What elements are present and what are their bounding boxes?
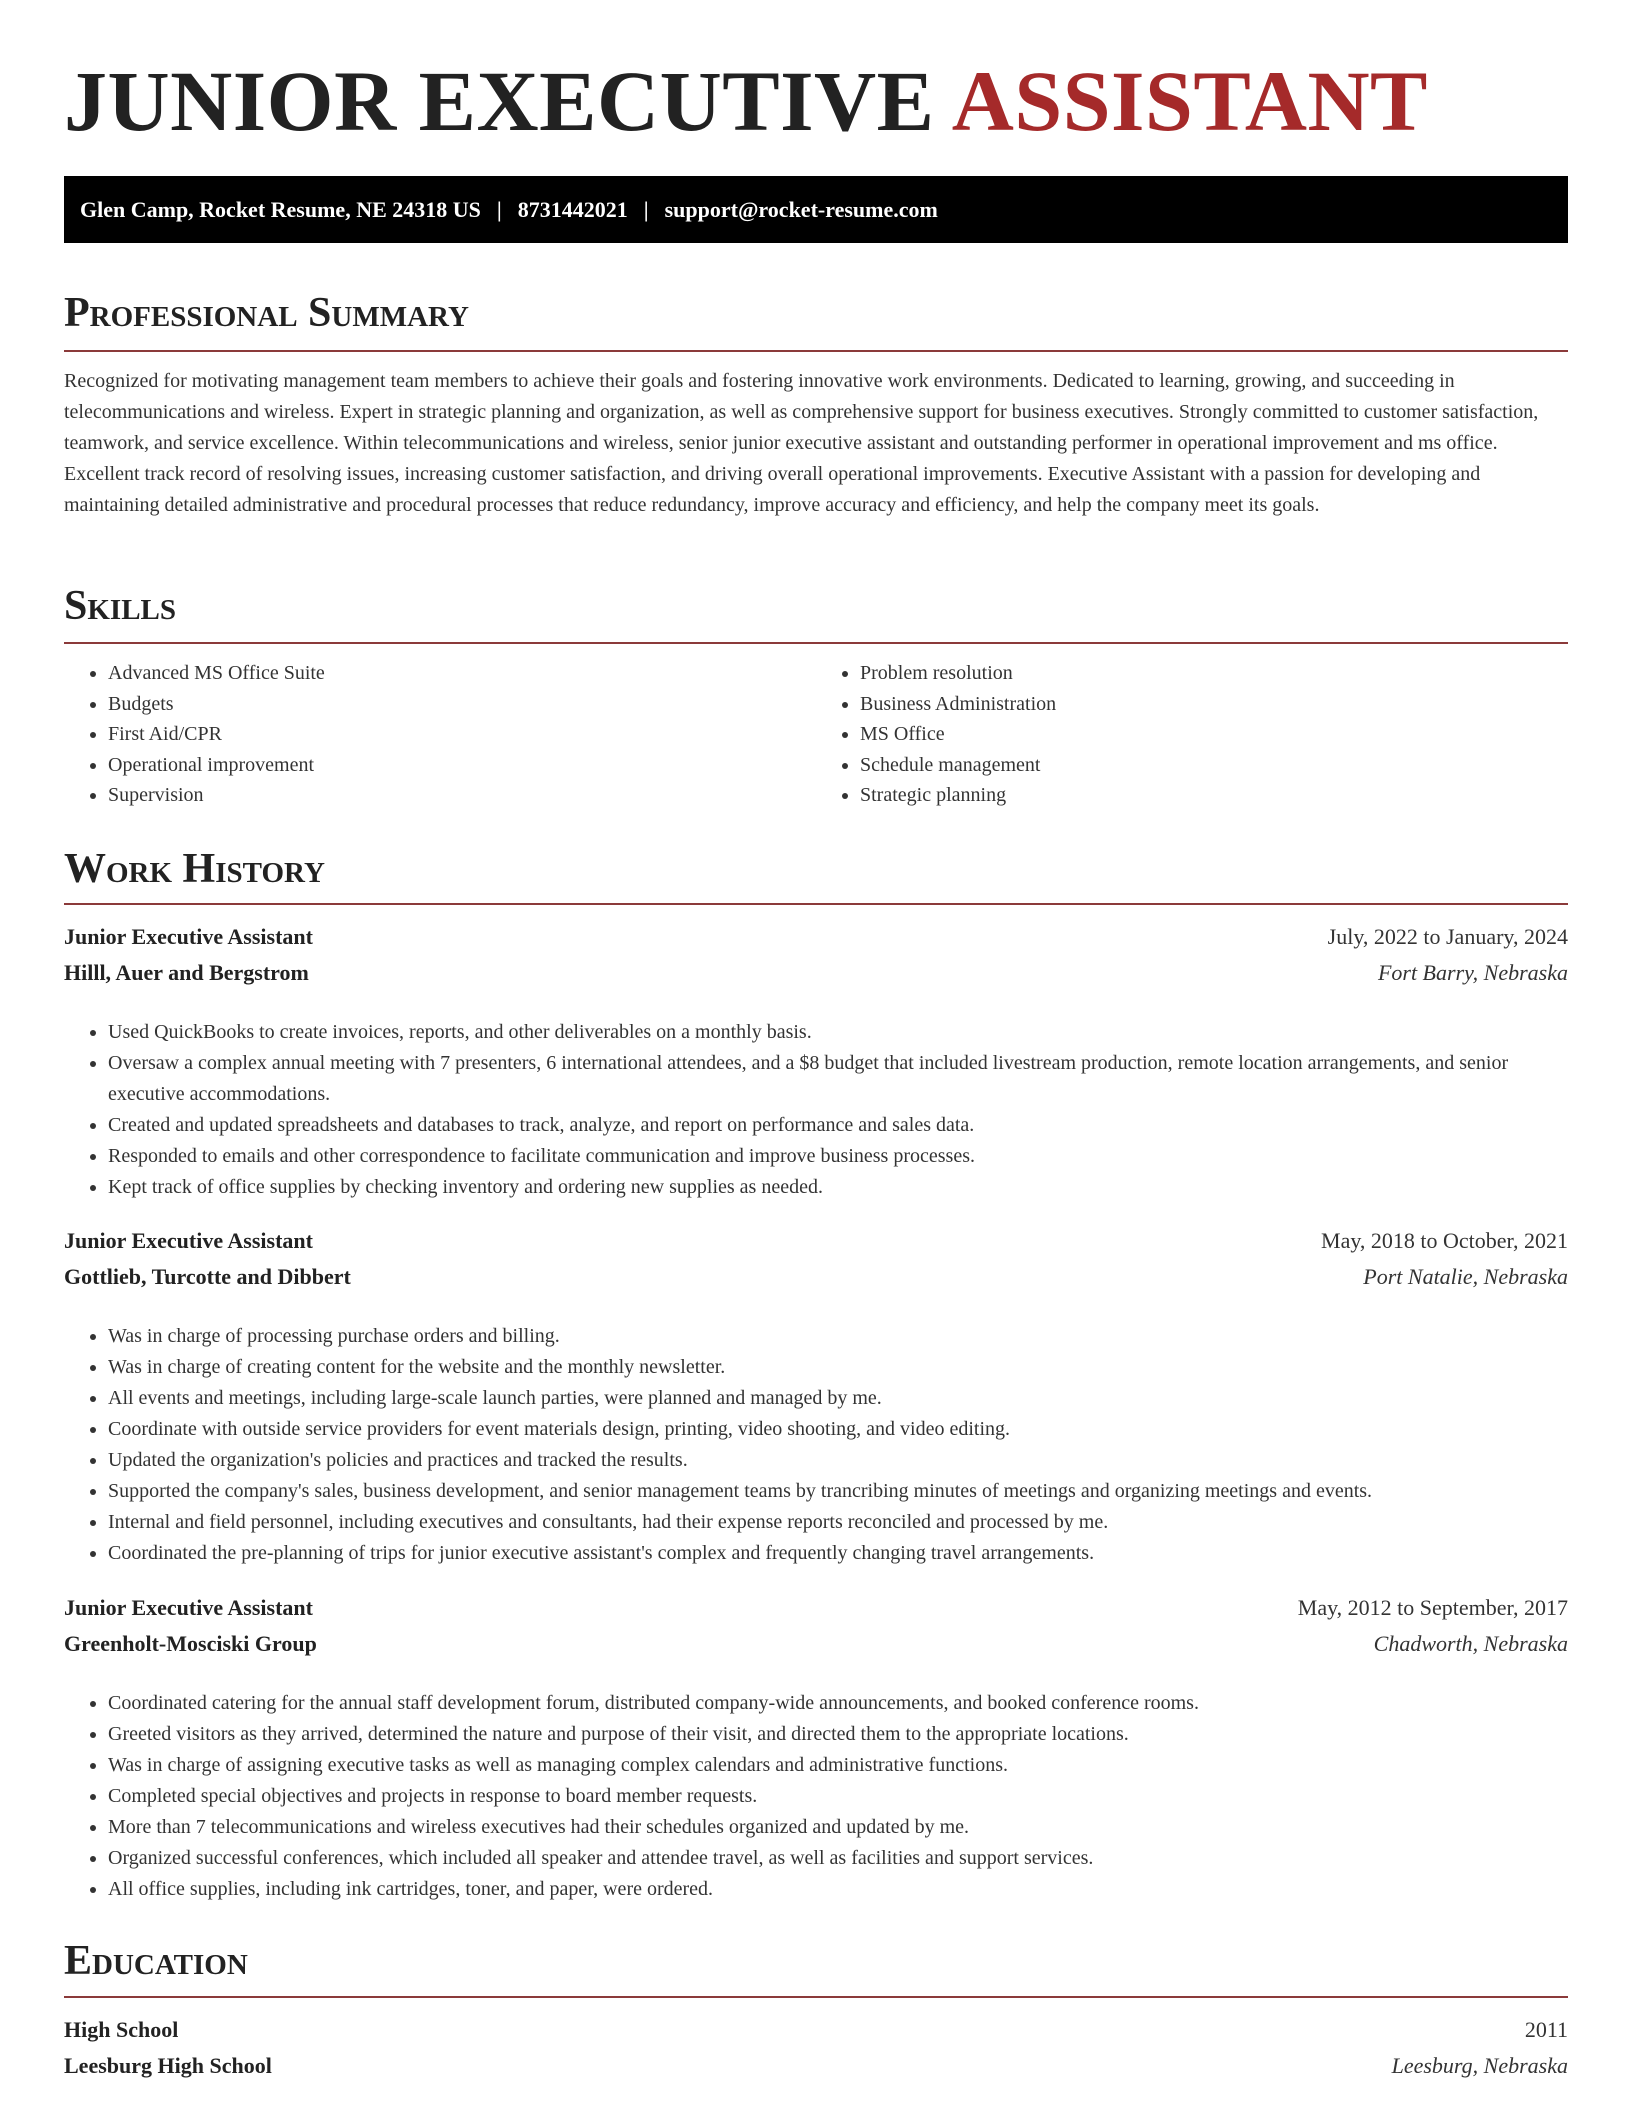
resume-name	[64, 52, 1428, 151]
skill-item: • Advanced MS Office Suite	[108, 658, 816, 689]
section-divider	[64, 350, 1568, 352]
education-year: 2011	[1524, 2017, 1568, 2042]
job-bullet: • All events and meetings, including large-scale launch parties, were planned and managed by me.	[108, 1383, 1568, 1414]
skill-item: • MS Office	[860, 719, 1568, 750]
job-company: Gottlieb, Turcotte and Dibbert	[64, 1264, 351, 1289]
job-dates: July, 2022 to January, 2024	[1327, 924, 1568, 949]
job-location: Chadworth, Nebraska	[1373, 1631, 1568, 1656]
education-entry	[64, 2012, 1568, 2084]
job-company: Greenholt-Mosciski Group	[64, 1631, 317, 1656]
job-bullet: • Oversaw a complex annual meeting with 7 presenters, 6 international attendees, and a $8 budget that included livestream production, remote location arrangements, and senior executive accommodations.	[108, 1048, 1568, 1109]
contact-address: Glen Camp, Rocket Resume, NE 24318 US	[80, 196, 481, 222]
skill-item: • First Aid/CPR	[108, 719, 816, 750]
section-divider	[64, 642, 1568, 644]
job-bullet: • Organized successful conferences, which included all speaker and attendee travel, as well as facilities and support services.	[108, 1843, 1568, 1874]
job-bullet: • Was in charge of creating content for the website and the monthly newsletter.	[108, 1352, 1568, 1383]
skill-item: • Problem resolution	[860, 658, 1568, 689]
job-header	[64, 1223, 1568, 1295]
job-title: Junior Executive Assistant	[64, 1595, 313, 1620]
education-location: Leesburg, Nebraska	[1391, 2053, 1568, 2078]
job-dates: May, 2012 to September, 2017	[1297, 1595, 1568, 1620]
skills-heading: Skills	[64, 583, 177, 629]
skill-item: • Budgets	[108, 689, 816, 720]
job-bullet: • Coordinated catering for the annual staff development forum, distributed company-wide announcements, and booked conference rooms.	[108, 1688, 1568, 1719]
job-bullet: • Completed special objectives and projects in response to board member requests.	[108, 1781, 1568, 1812]
skills-list-right	[816, 658, 1568, 811]
section-divider	[64, 903, 1568, 905]
contact-separator: |	[496, 196, 502, 222]
education-degree: High School	[64, 2017, 179, 2042]
job-bullet: • All office supplies, including ink cartridges, toner, and paper, were ordered.	[108, 1874, 1568, 1905]
contact-separator: |	[643, 196, 649, 222]
job-company: Hilll, Auer and Bergstrom	[64, 960, 309, 985]
job-dates: May, 2018 to October, 2021	[1321, 1228, 1568, 1253]
job-title: Junior Executive Assistant	[64, 924, 313, 949]
job-header	[64, 919, 1568, 991]
skills-columns	[64, 658, 1568, 811]
job-bullets	[64, 1017, 1568, 1203]
work-history-heading: Work History	[64, 846, 325, 892]
job-bullet: • Created and updated spreadsheets and databases to track, analyze, and report on performance and sales data.	[108, 1110, 1568, 1141]
job-bullets	[64, 1688, 1568, 1905]
job-location: Port Natalie, Nebraska	[1363, 1264, 1568, 1289]
job-location: Fort Barry, Nebraska	[1377, 960, 1568, 985]
job-bullet: • Responded to emails and other correspondence to facilitate communication and improve business processes.	[108, 1141, 1568, 1172]
job-title: Junior Executive Assistant	[64, 1228, 313, 1253]
job-bullet: • More than 7 telecommunications and wireless executives had their schedules organized and updated by me.	[108, 1812, 1568, 1843]
summary-text: Recognized for motivating management team members to achieve their goals and fostering innovative work environments. Dedicated to learning, growing, and succeeding in telecommunications and wireless. Expert in strategic planning and organization, as well as comprehensive support for business executives. Strongly committed to customer satisfaction, teamwork, and service excellence. Within telecommunications and wireless, senior junior executive assistant and outstanding performer in operational improvement and ms office. Excellent track record of resolving issues, increasing customer satisfaction, and driving overall operational improvements. Executive Assistant with a passion for developing and maintaining detailed administrative and procedural processes that reduce redundancy, improve accuracy and efficiency, and help the company meet its goals.	[64, 370, 1539, 516]
job-bullet: • Updated the organization's policies and practices and tracked the results.	[108, 1445, 1568, 1476]
job-bullet: • Kept track of office supplies by checking inventory and ordering new supplies as needed.	[108, 1172, 1568, 1203]
job-bullets	[64, 1321, 1568, 1569]
skill-item: • Supervision	[108, 780, 816, 811]
name-part-1: JUNIOR EXECUTIVE	[64, 53, 935, 149]
job-bullet: • Used QuickBooks to create invoices, reports, and other deliverables on a monthly basis.	[108, 1017, 1568, 1048]
section-divider	[64, 1996, 1568, 1998]
skills-list-left	[64, 658, 816, 811]
job-bullet: • Greeted visitors as they arrived, determined the nature and purpose of their visit, and directed them to the appropriate locations.	[108, 1719, 1568, 1750]
contact-email: support@rocket-resume.com	[664, 196, 938, 222]
education-school: Leesburg High School	[64, 2053, 272, 2078]
skill-item: • Operational improvement	[108, 750, 816, 781]
job-bullet: • Was in charge of processing purchase orders and billing.	[108, 1321, 1568, 1352]
summary-heading: Professional Summary	[64, 290, 469, 336]
job-bullet: • Coordinated the pre-planning of trips for junior executive assistant's complex and frequently changing travel arrangements.	[108, 1538, 1568, 1569]
contact-bar	[64, 176, 1568, 243]
name-part-2: ASSISTANT	[951, 53, 1428, 149]
skill-item: • Business Administration	[860, 689, 1568, 720]
job-bullet: • Internal and field personnel, including executives and consultants, had their expense reports reconciled and processed by me.	[108, 1507, 1568, 1538]
education-heading: Education	[64, 1938, 248, 1984]
skill-item: • Schedule management	[860, 750, 1568, 781]
skill-item: • Strategic planning	[860, 780, 1568, 811]
job-bullet: • Coordinate with outside service providers for event materials design, printing, video shooting, and video editing.	[108, 1414, 1568, 1445]
job-header	[64, 1590, 1568, 1662]
job-bullet: • Supported the company's sales, business development, and senior management teams by trancribing minutes of meetings and organizing meetings and events.	[108, 1476, 1568, 1507]
job-bullet: • Was in charge of assigning executive tasks as well as managing complex calendars and administrative functions.	[108, 1750, 1568, 1781]
contact-phone: 8731442021	[517, 196, 628, 222]
